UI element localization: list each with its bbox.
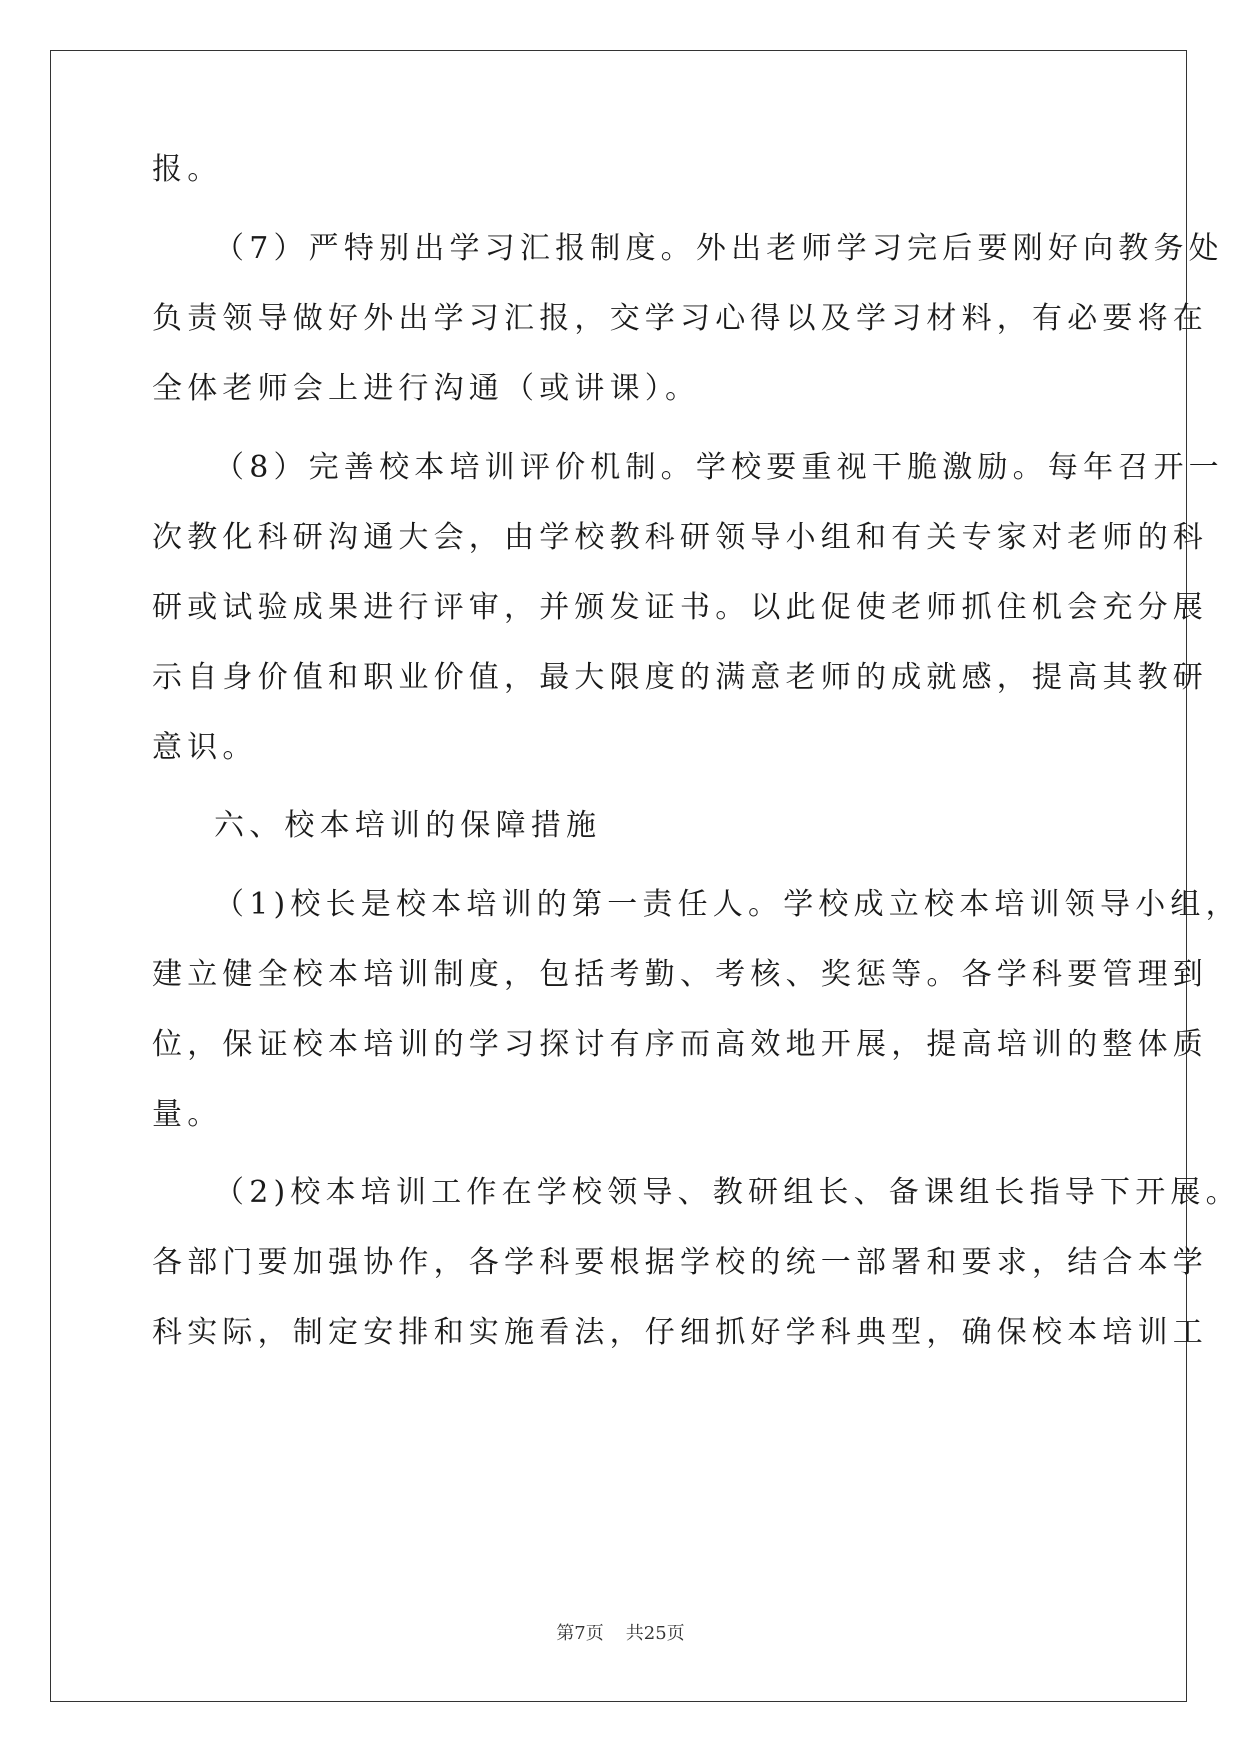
page-border (50, 50, 1187, 1702)
paragraph-1-line-1: （1)校长是校本培训的第一责任人。学校成立校本培训领导小组， (214, 887, 1241, 922)
text-line: 报。 (152, 152, 223, 187)
text-line: 示自身价值和职业价值，最大限度的满意老师的成就感，提高其教研 (152, 660, 1208, 695)
section-heading: 六、校本培训的保障措施 (214, 808, 602, 843)
text-line: 研或试验成果进行评审，并颁发证书。以此促使老师抓住机会充分展 (152, 590, 1208, 625)
page-total: 共25页 (625, 1623, 685, 1644)
text-line: 位，保证校本培训的学习探讨有序而高效地开展，提高培训的整体质 (152, 1027, 1208, 1062)
paragraph-7-line-1: （7）严特别出学习汇报制度。外出老师学习完后要刚好向教务处 (214, 231, 1224, 266)
text-line: 各部门要加强协作，各学科要根据学校的统一部署和要求，结合本学 (152, 1245, 1208, 1280)
text-line: 量。 (152, 1097, 223, 1132)
text-line: 意识。 (152, 730, 258, 765)
text-line: 科实际，制定安排和实施看法，仔细抓好学科典型，确保校本培训工 (152, 1315, 1208, 1350)
text-line: 负责领导做好外出学习汇报，交学习心得以及学习材料，有必要将在 (152, 301, 1208, 336)
page-footer (0, 1622, 1241, 1646)
paragraph-2-line-1: （2)校本培训工作在学校领导、教研组长、备课组长指导下开展。 (214, 1175, 1241, 1210)
paragraph-8-line-1: （8）完善校本培训评价机制。学校要重视干脆激励。每年召开一 (214, 450, 1224, 485)
page-number: 第7页 (556, 1623, 604, 1644)
text-line: 建立健全校本培训制度，包括考勤、考核、奖惩等。各学科要管理到 (152, 957, 1208, 992)
text-line: 全体老师会上进行沟通（或讲课）。 (152, 371, 701, 406)
text-line: 次教化科研沟通大会，由学校教科研领导小组和有关专家对老师的科 (152, 520, 1208, 555)
